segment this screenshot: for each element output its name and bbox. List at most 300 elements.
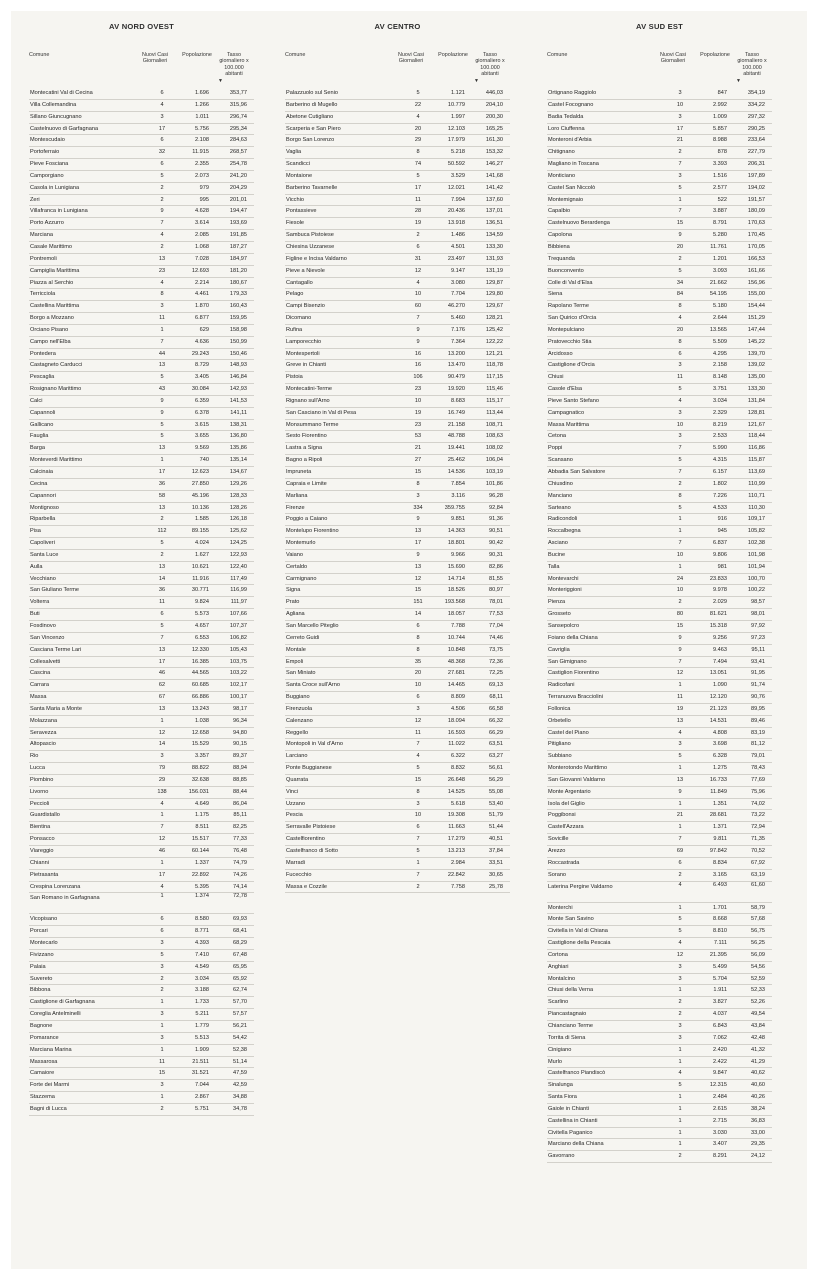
cell-nuovi-casi: 67 xyxy=(158,694,166,701)
sort-descending-icon[interactable]: ▼ xyxy=(474,78,479,84)
table-row xyxy=(285,692,510,704)
cell-popolazione: 995 xyxy=(199,196,209,203)
cell-popolazione: 3.529 xyxy=(451,172,465,179)
cell-comune: Barga xyxy=(30,445,45,452)
table-row xyxy=(285,810,510,822)
cell-tasso: 102,38 xyxy=(747,540,765,547)
table-row xyxy=(285,455,510,467)
cell-nuovi-casi: 1 xyxy=(678,904,682,911)
table-header xyxy=(547,52,772,88)
cell-nuovi-casi: 1 xyxy=(160,893,164,900)
cell-popolazione: 44.565 xyxy=(191,670,209,677)
cell-popolazione: 18.057 xyxy=(447,611,465,618)
sort-descending-icon[interactable]: ▼ xyxy=(736,78,741,84)
table-row xyxy=(285,254,510,266)
cell-tasso: 93,41 xyxy=(751,658,765,665)
cell-nuovi-casi: 8 xyxy=(678,338,682,345)
cell-tasso: 184,97 xyxy=(229,255,247,262)
cell-tasso: 141,11 xyxy=(230,409,247,416)
cell-comune: Rio xyxy=(30,753,39,760)
table-row xyxy=(29,171,254,183)
cell-comune: Montalcino xyxy=(548,975,576,982)
cell-nuovi-casi: 14 xyxy=(158,741,166,748)
cell-popolazione: 19.920 xyxy=(447,386,465,393)
cell-nuovi-casi: 4 xyxy=(160,101,164,108)
cell-popolazione: 18.801 xyxy=(447,540,465,547)
cell-tasso: 110,71 xyxy=(748,492,765,499)
cell-nuovi-casi: 7 xyxy=(160,824,164,831)
cell-comune: Pitigliano xyxy=(548,741,571,748)
cell-comune: Sorano xyxy=(548,871,567,878)
cell-tasso: 131,19 xyxy=(485,267,503,274)
cell-nuovi-casi: 4 xyxy=(678,397,682,404)
cell-comune: Chiesina Uzzanese xyxy=(286,243,335,250)
cell-tasso: 170,45 xyxy=(747,232,765,239)
header-comune[interactable]: Comune xyxy=(547,52,568,58)
cell-popolazione: 6.837 xyxy=(713,540,727,547)
cell-tasso: 52,59 xyxy=(751,975,765,982)
cell-tasso: 77,53 xyxy=(489,611,503,618)
cell-tasso: 129,87 xyxy=(485,279,503,286)
cell-comune: Prato xyxy=(286,599,300,606)
cell-nuovi-casi: 7 xyxy=(160,338,164,345)
table-row xyxy=(547,870,772,882)
cell-tasso: 36,83 xyxy=(751,1117,765,1124)
cell-nuovi-casi: 4 xyxy=(416,279,420,286)
header-tasso[interactable]: Tasso giornaliero x 100.000 abitanti xyxy=(219,52,249,78)
cell-comune: Molazzana xyxy=(30,717,58,724)
header-nuovi-casi[interactable]: Nuovi Casi Giornalieri xyxy=(141,52,169,65)
table-row xyxy=(29,408,254,420)
cell-tasso: 90,42 xyxy=(489,540,503,547)
cell-nuovi-casi: 1 xyxy=(678,987,682,994)
cell-popolazione: 1.733 xyxy=(195,999,209,1006)
cell-comune: Pieve a Nievole xyxy=(286,267,325,274)
cell-nuovi-casi: 10 xyxy=(414,397,422,404)
cell-comune: Massarosa xyxy=(30,1058,58,1065)
cell-comune: Casola in Lunigiana xyxy=(30,184,80,191)
cell-comune: Ortignano Raggiolo xyxy=(548,90,597,96)
cell-nuovi-casi: 23 xyxy=(414,421,422,428)
cell-nuovi-casi: 7 xyxy=(678,445,682,452)
cell-comune: Castel del Piano xyxy=(548,729,589,736)
table-row xyxy=(29,609,254,621)
cell-comune: Arezzo xyxy=(548,848,566,854)
table-row xyxy=(29,431,254,443)
cell-tasso: 89,37 xyxy=(233,753,247,760)
cell-comune: Pistoia xyxy=(286,374,303,381)
cell-tasso: 353,77 xyxy=(229,90,247,96)
cell-tasso: 165,25 xyxy=(485,125,503,132)
cell-nuovi-casi: 7 xyxy=(678,540,682,547)
cell-tasso: 29,35 xyxy=(751,1141,765,1148)
table-row xyxy=(285,680,510,692)
table-row xyxy=(547,657,772,669)
cell-popolazione: 13.200 xyxy=(447,350,465,357)
cell-nuovi-casi: 5 xyxy=(160,421,164,428)
cell-tasso: 156,96 xyxy=(747,279,765,286)
cell-nuovi-casi: 1 xyxy=(160,457,164,464)
header-comune[interactable]: Comune xyxy=(29,52,50,58)
cell-tasso: 121,21 xyxy=(485,350,503,357)
cell-popolazione: 15.529 xyxy=(191,741,209,748)
cell-comune: Scarperia e San Piero xyxy=(286,125,341,132)
table-row xyxy=(547,183,772,195)
cell-popolazione: 2.867 xyxy=(195,1094,209,1101)
cell-comune: Fauglia xyxy=(30,433,49,440)
table-row xyxy=(285,574,510,586)
cell-popolazione: 9.847 xyxy=(713,1070,727,1077)
cell-tasso: 129,80 xyxy=(485,291,503,298)
cell-comune: Terricciola xyxy=(30,291,56,298)
table-row xyxy=(29,503,254,515)
cell-popolazione: 4.808 xyxy=(713,729,727,736)
cell-comune: Terranuova Bracciolini xyxy=(548,694,604,701)
cell-tasso: 94,80 xyxy=(233,729,247,736)
cell-comune: Calcinaia xyxy=(30,469,54,475)
cell-tasso: 52,26 xyxy=(751,999,765,1006)
table-row xyxy=(547,266,772,278)
cell-tasso: 126,18 xyxy=(229,516,247,523)
cell-tasso: 197,89 xyxy=(747,172,765,179)
table-row xyxy=(547,278,772,290)
cell-nuovi-casi: 5 xyxy=(678,753,682,760)
cell-tasso: 128,26 xyxy=(229,504,247,511)
table-row xyxy=(29,974,254,986)
cell-nuovi-casi: 6 xyxy=(678,350,682,357)
cell-comune: Abetone Cutigliano xyxy=(286,113,334,120)
cell-popolazione: 6.328 xyxy=(713,753,727,760)
cell-tasso: 233,64 xyxy=(747,137,765,144)
cell-nuovi-casi: 3 xyxy=(160,1082,164,1089)
cell-popolazione: 4.533 xyxy=(713,504,727,511)
cell-nuovi-casi: 7 xyxy=(160,220,164,227)
cell-nuovi-casi: 3 xyxy=(678,362,682,369)
cell-nuovi-casi: 1 xyxy=(678,528,682,535)
cell-comune: San Quirico d'Orcia xyxy=(548,315,597,322)
cell-nuovi-casi: 3 xyxy=(678,963,682,970)
table-row xyxy=(285,396,510,408)
cell-comune: Sarteano xyxy=(548,504,571,511)
cell-popolazione: 5.460 xyxy=(451,315,465,322)
cell-popolazione: 11.916 xyxy=(192,575,209,582)
cell-tasso: 72,78 xyxy=(233,893,247,900)
cell-comune: Badia Tedalda xyxy=(548,113,584,120)
table-row xyxy=(547,254,772,266)
table-row xyxy=(285,763,510,775)
cell-tasso: 106,82 xyxy=(229,634,247,641)
cell-tasso: 69,93 xyxy=(233,916,247,923)
table-row xyxy=(29,1057,254,1069)
cell-popolazione: 1.516 xyxy=(713,172,727,179)
cell-popolazione: 1.585 xyxy=(195,516,209,523)
table-row xyxy=(285,88,510,100)
table-row xyxy=(29,621,254,633)
cell-popolazione: 29.243 xyxy=(191,350,209,357)
cell-comune: Casole d'Elsa xyxy=(548,386,583,393)
cell-tasso: 131,84 xyxy=(747,397,765,404)
header-popolazione[interactable]: Popolazione xyxy=(438,52,468,58)
cell-nuovi-casi: 9 xyxy=(160,409,164,416)
cell-comune: Monteverdi Marittimo xyxy=(30,457,83,464)
header-nuovi-casi[interactable]: Nuovi Casi Giornalieri xyxy=(397,52,425,65)
cell-popolazione: 156.031 xyxy=(188,788,209,795)
cell-comune: Pratovecchio Stia xyxy=(548,338,592,345)
table-row xyxy=(29,870,254,882)
cell-nuovi-casi: 3 xyxy=(160,963,164,970)
cell-comune: Gavorrano xyxy=(548,1153,575,1160)
cell-popolazione: 14.714 xyxy=(447,575,465,582)
table-row xyxy=(547,716,772,728)
cell-comune: Cortona xyxy=(548,951,568,958)
cell-popolazione: 8.771 xyxy=(195,928,209,935)
cell-tasso: 92,84 xyxy=(489,504,503,511)
header-popolazione[interactable]: Popolazione xyxy=(182,52,212,58)
cell-tasso: 181,20 xyxy=(229,267,247,274)
cell-popolazione: 9.811 xyxy=(713,836,727,843)
cell-nuovi-casi: 8 xyxy=(416,634,420,641)
sort-descending-icon[interactable]: ▼ xyxy=(218,78,223,84)
table-row xyxy=(29,680,254,692)
cell-comune: Sovicille xyxy=(548,836,569,843)
cell-nuovi-casi: 6 xyxy=(160,928,164,935)
cell-nuovi-casi: 1 xyxy=(160,812,164,819)
cell-nuovi-casi: 43 xyxy=(158,386,166,393)
cell-tasso: 57,57 xyxy=(233,1011,247,1018)
cell-comune: Monsummano Terme xyxy=(286,421,339,428)
cell-comune: Gallicano xyxy=(30,421,54,428)
cell-tasso: 96,28 xyxy=(489,492,503,499)
cell-popolazione: 9.966 xyxy=(451,551,465,558)
cell-nuovi-casi: 3 xyxy=(678,172,682,179)
cell-nuovi-casi: 4 xyxy=(678,315,682,322)
cell-popolazione: 1.997 xyxy=(451,113,465,120)
cell-tasso: 53,40 xyxy=(489,800,503,807)
cell-tasso: 82,25 xyxy=(233,824,247,831)
cell-nuovi-casi: 4 xyxy=(678,729,682,736)
header-tasso[interactable]: Tasso giornaliero x 100.000 abitanti xyxy=(475,52,505,78)
cell-nuovi-casi: 112 xyxy=(157,528,167,535)
table-row xyxy=(29,349,254,361)
table-row xyxy=(285,206,510,218)
cell-comune: Lastra a Signa xyxy=(286,445,323,452)
cell-popolazione: 2.085 xyxy=(195,232,209,239)
cell-comune: San Romano in Garfagnana xyxy=(30,895,100,902)
table-row xyxy=(547,289,772,301)
cell-tasso: 128,81 xyxy=(747,409,765,416)
cell-comune: Porcari xyxy=(30,928,48,935)
cell-popolazione: 8.729 xyxy=(195,362,209,369)
cell-nuovi-casi: 22 xyxy=(414,101,422,108)
cell-popolazione: 19.308 xyxy=(447,812,465,819)
table-row xyxy=(29,124,254,136)
cell-popolazione: 1.627 xyxy=(195,551,209,558)
cell-comune: Fucecchio xyxy=(286,871,312,878)
cell-nuovi-casi: 4 xyxy=(678,881,682,888)
cell-nuovi-casi: 4 xyxy=(160,232,164,239)
cell-tasso: 81,12 xyxy=(751,741,765,748)
cell-popolazione: 2.214 xyxy=(195,279,209,286)
cell-nuovi-casi: 4 xyxy=(160,883,164,890)
cell-tasso: 122,93 xyxy=(229,551,247,558)
table-row xyxy=(547,621,772,633)
cell-comune: Carmignano xyxy=(286,575,317,582)
table-row xyxy=(547,384,772,396)
cell-comune: Castellina in Chianti xyxy=(548,1117,598,1124)
cell-nuovi-casi: 31 xyxy=(414,255,422,262)
cell-popolazione: 8.809 xyxy=(451,694,465,701)
cell-comune: Montecatini Val di Cecina xyxy=(30,90,93,96)
table-row xyxy=(29,266,254,278)
cell-tasso: 77,04 xyxy=(489,622,503,629)
table-row xyxy=(547,633,772,645)
table-row xyxy=(547,337,772,349)
table-row xyxy=(29,100,254,112)
table-row xyxy=(547,997,772,1009)
cell-popolazione: 4.657 xyxy=(195,622,209,629)
cell-comune: Quarrata xyxy=(286,776,309,783)
cell-tasso: 124,25 xyxy=(229,540,247,547)
cell-nuovi-casi: 9 xyxy=(416,551,420,558)
cell-tasso: 158,98 xyxy=(229,326,247,333)
cell-nuovi-casi: 1 xyxy=(160,326,164,333)
cell-comune: Bucine xyxy=(548,551,566,558)
cell-nuovi-casi: 1 xyxy=(160,1022,164,1029)
cell-popolazione: 4.506 xyxy=(451,705,465,712)
cell-tasso: 290,25 xyxy=(747,125,765,132)
cell-nuovi-casi: 17 xyxy=(158,871,166,878)
table-row xyxy=(547,597,772,609)
cell-comune: Orbetello xyxy=(548,717,571,724)
cell-popolazione: 2.715 xyxy=(713,1117,727,1124)
cell-comune: Guardistallo xyxy=(30,812,60,819)
cell-popolazione: 5.499 xyxy=(713,963,727,970)
cell-tasso: 201,01 xyxy=(229,196,247,203)
cell-tasso: 206,31 xyxy=(747,161,765,168)
cell-comune: Scandicci xyxy=(286,161,310,168)
cell-tasso: 85,11 xyxy=(233,812,247,819)
cell-tasso: 61,60 xyxy=(751,881,765,888)
table-row xyxy=(29,183,254,195)
cell-popolazione: 10.136 xyxy=(191,504,209,511)
table-row xyxy=(547,479,772,491)
cell-tasso: 141,42 xyxy=(485,184,503,191)
header-nuovi-casi[interactable]: Nuovi Casi Giornalieri xyxy=(659,52,687,65)
cell-popolazione: 6.378 xyxy=(195,409,209,416)
table-row xyxy=(285,751,510,763)
cell-popolazione: 11.915 xyxy=(192,149,209,156)
table-row xyxy=(29,360,254,372)
cell-comune: Ponsacco xyxy=(30,836,55,843)
cell-popolazione: 2.073 xyxy=(195,172,209,179)
cell-popolazione: 25.462 xyxy=(447,457,465,464)
cell-tasso: 34,78 xyxy=(233,1105,247,1112)
cell-popolazione: 13.243 xyxy=(191,705,209,712)
cell-popolazione: 21.395 xyxy=(709,951,727,958)
cell-tasso: 170,63 xyxy=(747,220,765,227)
cell-comune: Montignoso xyxy=(30,504,59,511)
cell-nuovi-casi: 3 xyxy=(678,741,682,748)
cell-nuovi-casi: 74 xyxy=(414,161,422,168)
table-row xyxy=(547,1057,772,1069)
cell-comune: Castiglione d'Orcia xyxy=(548,362,595,369)
cell-popolazione: 4.649 xyxy=(195,800,209,807)
cell-tasso: 108,02 xyxy=(485,445,503,452)
table-row xyxy=(285,739,510,751)
cell-popolazione: 7.758 xyxy=(451,883,465,890)
cell-nuovi-casi: 27 xyxy=(414,457,422,464)
cell-nuovi-casi: 1 xyxy=(678,1117,682,1124)
cell-nuovi-casi: 17 xyxy=(158,469,166,475)
table-row xyxy=(29,751,254,763)
cell-tasso: 105,43 xyxy=(229,646,247,653)
cell-popolazione: 7.226 xyxy=(713,492,727,499)
table-row xyxy=(547,396,772,408)
header-comune[interactable]: Comune xyxy=(285,52,306,58)
cell-nuovi-casi: 3 xyxy=(160,1034,164,1041)
cell-comune: Marliana xyxy=(286,492,308,499)
cell-comune: Chitignano xyxy=(548,149,575,156)
cell-tasso: 69,13 xyxy=(489,682,503,689)
table-row xyxy=(547,574,772,586)
cell-tasso: 68,41 xyxy=(233,928,247,935)
cell-nuovi-casi: 6 xyxy=(160,611,164,618)
cell-tasso: 57,68 xyxy=(751,916,765,923)
cell-popolazione: 3.751 xyxy=(713,386,727,393)
cell-comune: Isola del Giglio xyxy=(548,800,585,807)
table-row xyxy=(285,135,510,147)
table-row xyxy=(285,799,510,811)
cell-nuovi-casi: 16 xyxy=(414,350,422,357)
cell-popolazione: 4.024 xyxy=(195,540,209,547)
table-row xyxy=(285,822,510,834)
cell-comune: Rignano sull'Arno xyxy=(286,397,330,404)
cell-tasso: 52,38 xyxy=(233,1046,247,1053)
cell-popolazione: 1.779 xyxy=(195,1022,209,1029)
cell-comune: Capolona xyxy=(548,232,572,239)
cell-nuovi-casi: 1 xyxy=(678,1094,682,1101)
cell-nuovi-casi: 20 xyxy=(676,243,684,250)
cell-nuovi-casi: 3 xyxy=(678,90,682,96)
cell-comune: Murlo xyxy=(548,1058,562,1065)
cell-tasso: 103,75 xyxy=(229,658,247,665)
panel-title: AV SUD EST xyxy=(635,22,683,31)
cell-nuovi-casi: 14 xyxy=(414,611,422,618)
cell-nuovi-casi: 6 xyxy=(160,90,164,96)
cell-popolazione: 2.615 xyxy=(713,1105,727,1112)
cell-popolazione: 22.892 xyxy=(191,871,209,878)
cell-tasso: 151,29 xyxy=(747,315,765,322)
cell-popolazione: 4.037 xyxy=(713,1011,727,1018)
cell-tasso: 297,32 xyxy=(747,113,765,120)
header-tasso[interactable]: Tasso giornaliero x 100.000 abitanti xyxy=(737,52,767,78)
table-row xyxy=(29,858,254,870)
cell-nuovi-casi: 3 xyxy=(678,1022,682,1029)
header-popolazione[interactable]: Popolazione xyxy=(700,52,730,58)
cell-nuovi-casi: 7 xyxy=(678,208,682,215)
cell-nuovi-casi: 13 xyxy=(158,705,166,712)
cell-comune: Pescia xyxy=(286,812,303,819)
cell-nuovi-casi: 8 xyxy=(160,291,164,298)
table-row xyxy=(29,372,254,384)
cell-tasso: 73,22 xyxy=(751,812,765,819)
table-row xyxy=(547,550,772,562)
cell-nuovi-casi: 79 xyxy=(158,765,166,772)
cell-tasso: 77,69 xyxy=(751,776,765,783)
cell-tasso: 40,51 xyxy=(489,836,503,843)
cell-comune: Montopoli in Val d'Arno xyxy=(286,741,343,748)
cell-comune: Castelnuovo di Garfagnana xyxy=(30,125,99,132)
